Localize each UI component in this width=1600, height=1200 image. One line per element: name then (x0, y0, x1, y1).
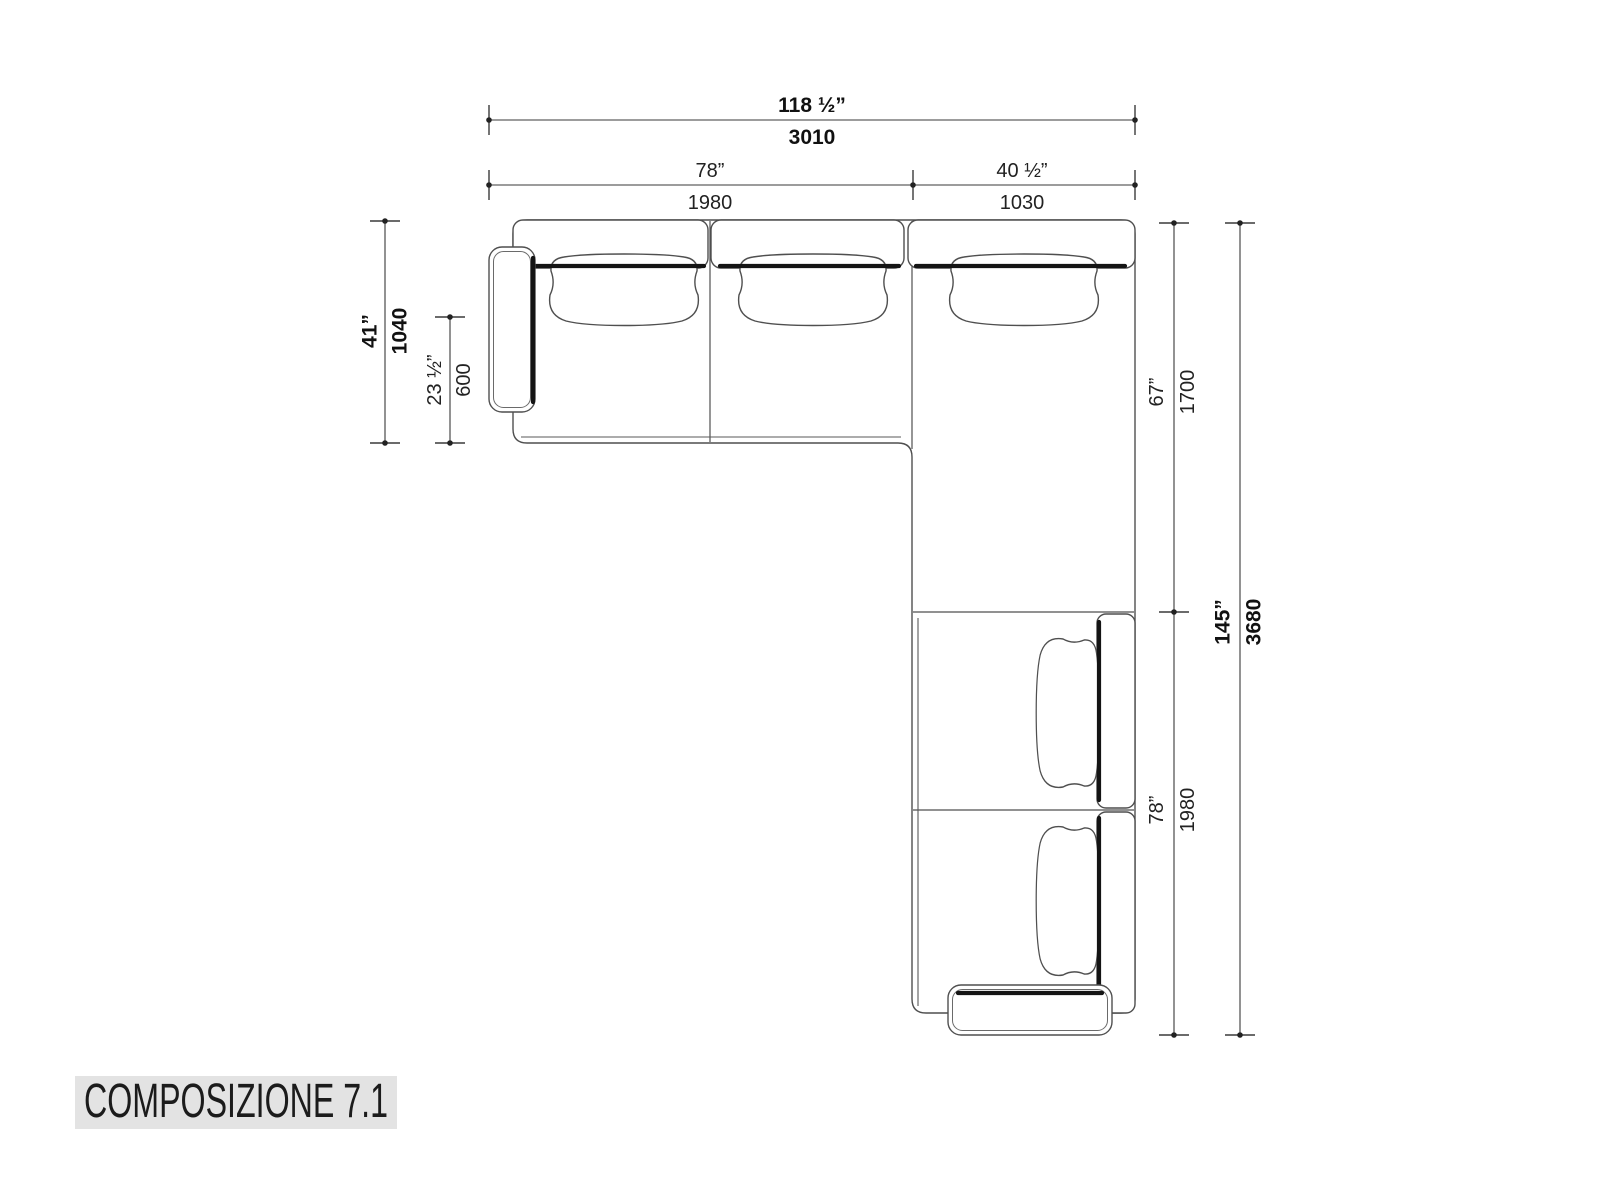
dim-label-overall-height-in: 145” (1211, 599, 1235, 645)
title-block (75, 1075, 397, 1129)
dim-label-total-depth-mm: 1040 (388, 307, 412, 355)
dim-label-right-segment-in: 40 ½” (996, 160, 1048, 182)
dim-label-seat-depth-mm: 600 (453, 363, 475, 397)
dim-label-left-segment-in: 78” (695, 160, 725, 182)
dim-label-total-depth-in: 41” (358, 314, 382, 348)
back-cushion-3 (1036, 639, 1099, 788)
sofa-plan (489, 220, 1135, 1035)
dim-label-right-segment-mm: 1030 (999, 192, 1045, 214)
dim-label-seat-depth-in: 23 ½” (424, 354, 446, 406)
dim-label-overall-height-mm: 3680 (1242, 598, 1266, 646)
armrest-left-outline (489, 247, 535, 412)
dim-label-lower-segment-mm: 1980 (1177, 787, 1199, 833)
back-cushion-4 (1036, 827, 1099, 976)
dim-left-total-depth (359, 218, 412, 446)
dim-left-seat-depth (424, 314, 475, 446)
page-title: COMPOSIZIONE 7.1 (84, 1075, 388, 1128)
dim-top-overall (486, 94, 1138, 149)
dim-label-overall-width-mm: 3010 (788, 126, 836, 149)
dim-label-corner-segment-mm: 1700 (1177, 369, 1199, 415)
armrest-left (489, 247, 535, 412)
dim-label-overall-width-in: 118 ½” (778, 94, 846, 117)
dim-label-left-segment-mm: 1980 (687, 192, 733, 214)
dim-top-segments (486, 160, 1138, 214)
dim-label-lower-segment-in: 78” (1146, 795, 1168, 825)
dim-label-corner-segment-in: 67” (1146, 377, 1168, 407)
backrest-module-3 (1097, 614, 1135, 808)
backrest-module-4 (1097, 812, 1135, 1013)
dim-right-segments (1146, 220, 1199, 1038)
dim-right-overall (1212, 220, 1266, 1038)
armrest-bottom (948, 985, 1112, 1035)
